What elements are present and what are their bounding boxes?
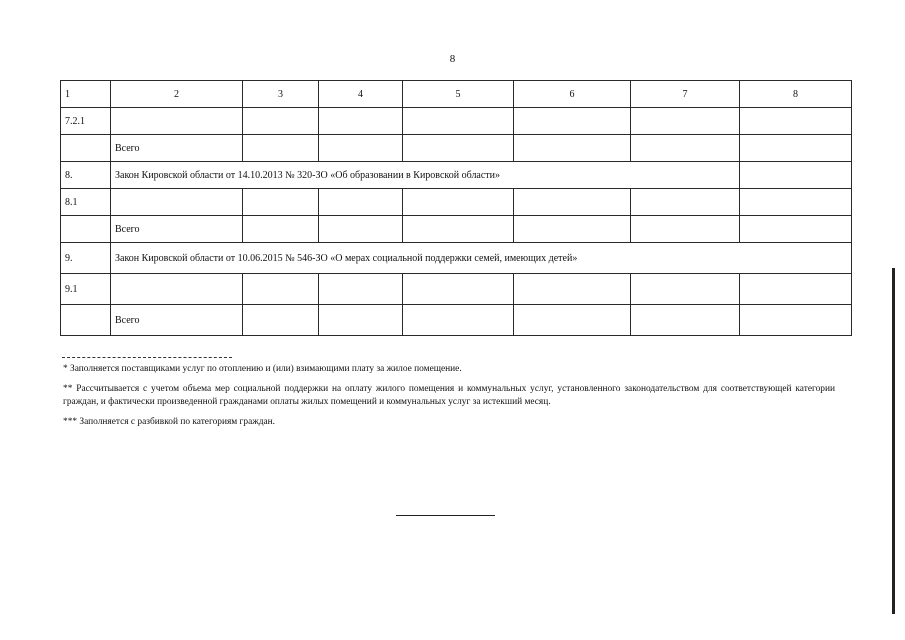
row-number: 7.2.1 — [61, 108, 111, 135]
table-header-row — [61, 81, 852, 108]
table-cell — [514, 189, 631, 216]
row-number — [61, 305, 111, 336]
table-cell — [631, 274, 740, 305]
table-cell — [243, 274, 319, 305]
footnotes — [63, 363, 835, 436]
table-cell — [319, 216, 403, 243]
table-cell — [319, 108, 403, 135]
header-cell-7: 7 — [631, 81, 740, 108]
row-name — [111, 189, 243, 216]
table-cell — [403, 274, 514, 305]
table-cell — [243, 108, 319, 135]
footnote-1: * Заполняется поставщиками услуг по отоплению и (или) взимающими плату за жилое помещение. — [63, 364, 462, 374]
footnote-2: ** Рассчитывается с учетом объема мер социальной поддержки на оплату жилого помещения и коммунальных услуг, установленного законодательством для соответствующей категории граждан, и фактически произведенной гражданами оплаты жилых помещений и коммунальных услуг за истекший месяц. — [63, 383, 835, 407]
table-row-total — [61, 216, 852, 243]
table-cell — [514, 108, 631, 135]
table-cell — [631, 216, 740, 243]
table-cell — [243, 216, 319, 243]
header-cell-5: 5 — [403, 81, 514, 108]
footnote-3: *** Заполняется с разбивкой по категориям граждан. — [63, 416, 276, 427]
table-cell — [740, 135, 852, 162]
table-cell — [403, 189, 514, 216]
table-cell — [243, 135, 319, 162]
table-cell — [631, 189, 740, 216]
header-cell-3: 3 — [243, 81, 319, 108]
total-label: Всего — [111, 305, 243, 336]
table-cell — [403, 135, 514, 162]
table-cell — [631, 305, 740, 336]
row-name — [111, 108, 243, 135]
table-cell — [740, 305, 852, 336]
table-cell — [740, 162, 852, 189]
table-cell — [319, 274, 403, 305]
law-title: Закон Кировской области от 10.06.2015 № 546-ЗО «О мерах социальной поддержки семей, имеющих детей» — [111, 243, 852, 274]
header-cell-8: 8 — [740, 81, 852, 108]
table-cell — [631, 108, 740, 135]
table-cell — [243, 305, 319, 336]
header-cell-6: 6 — [514, 81, 631, 108]
table-row-total — [61, 135, 852, 162]
table-cell — [319, 189, 403, 216]
table-row — [61, 189, 852, 216]
table-cell — [514, 274, 631, 305]
table-cell — [403, 108, 514, 135]
row-number: 9. — [61, 243, 111, 274]
row-number: 8.1 — [61, 189, 111, 216]
table-cell — [631, 135, 740, 162]
table-cell — [243, 189, 319, 216]
footnote-separator — [62, 357, 232, 358]
table-cell — [514, 135, 631, 162]
row-name — [111, 274, 243, 305]
table-cell — [319, 305, 403, 336]
law-title: Закон Кировской области от 14.10.2013 № 320-ЗО «Об образовании в Кировской области» — [111, 162, 740, 189]
row-number — [61, 135, 111, 162]
table-cell — [514, 305, 631, 336]
row-number: 8. — [61, 162, 111, 189]
table-row — [61, 274, 852, 305]
table-cell — [514, 216, 631, 243]
table-cell — [403, 216, 514, 243]
table-row-law — [61, 243, 852, 274]
table-cell — [319, 135, 403, 162]
table-cell — [740, 189, 852, 216]
header-cell-1: 1 — [61, 81, 111, 108]
table-cell — [740, 274, 852, 305]
table-row — [61, 108, 852, 135]
row-number: 9.1 — [61, 274, 111, 305]
table-cell — [740, 216, 852, 243]
end-of-document-line — [396, 515, 495, 516]
table-cell — [740, 108, 852, 135]
total-label: Всего — [111, 216, 243, 243]
row-number — [61, 216, 111, 243]
table-row-total — [61, 305, 852, 336]
table-row-law — [61, 162, 852, 189]
page-number: 8 — [449, 53, 456, 65]
table-cell — [403, 305, 514, 336]
report-table — [60, 80, 852, 336]
total-label: Всего — [111, 135, 243, 162]
header-cell-4: 4 — [319, 81, 403, 108]
scan-edge-mark — [892, 268, 895, 614]
header-cell-2: 2 — [111, 81, 243, 108]
